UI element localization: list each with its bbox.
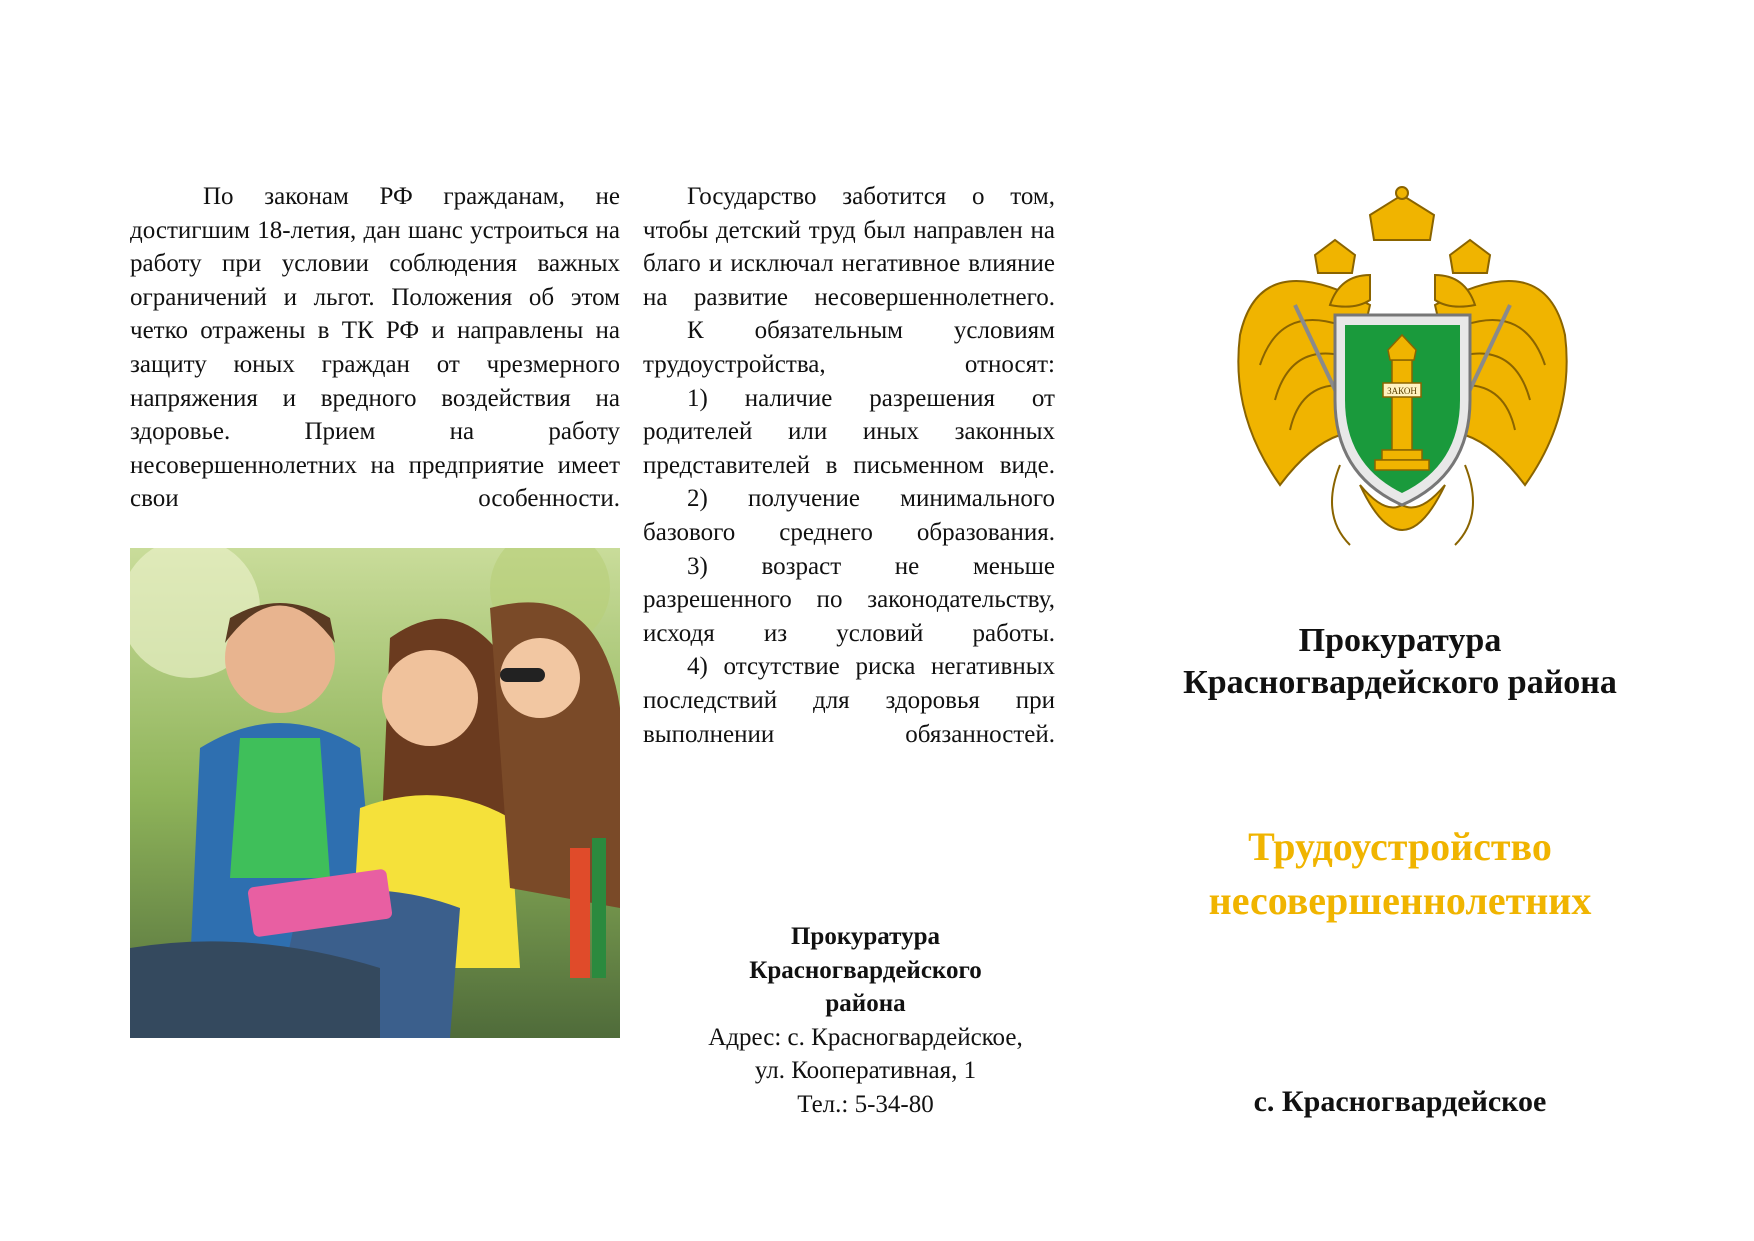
cover-org-title <box>1100 620 1700 704</box>
contact-phone: Тел.: 5-34-80 <box>797 1090 934 1118</box>
teenagers-photo <box>130 548 620 1038</box>
condition-item: 3) возраст не меньше разрешенного по законодательству, исходя из условий работы. <box>643 552 1055 647</box>
contact-address-line2: ул. Кооперативная, 1 <box>754 1057 977 1085</box>
conditions-intro-paragraph: К обязательным условиям трудоустройства, относят: <box>643 317 1055 378</box>
contact-block <box>643 920 1088 1122</box>
condition-item: 2) получение минимального базового среднего образования. <box>643 485 1055 546</box>
cover-title-line2: несовершеннолетних <box>1208 878 1592 923</box>
condition-item: 4) отсутствие риска негативных последствий для здоровья при выполнении обязанностей. <box>643 653 1055 748</box>
cover-org-line1: Прокуратура <box>1298 622 1502 659</box>
intro-column <box>130 180 620 516</box>
contact-org-line1: Прокуратура <box>790 923 940 950</box>
conditions-column <box>643 180 1055 751</box>
prosecutor-emblem-icon <box>1220 185 1585 575</box>
contact-org-line3: района <box>825 990 906 1018</box>
cover-title-line1: Трудоустройство <box>1248 824 1552 869</box>
contact-address-line1: Адрес: с. Красногвардейское, <box>708 1023 1023 1051</box>
emblem-plaque-text: ЗАКОН <box>1387 386 1417 396</box>
condition-item: 1) наличие разрешения от родителей или иных законных представителей в письменном виде. <box>643 384 1055 479</box>
intro-paragraph: По законам РФ гражданам, не достигшим 18-летия, дан шанс устроиться на работу при условии соблюдения важных ограничений и льгот. Положения об этом четко отражены в ТК РФ и направлены на защиту юных граждан от чрезмерного напряжения и вредного воздействия на здоровье. Прием на работу несовершеннолетних на предприятие имеет свои особенности. <box>130 183 620 513</box>
cover-place: с. Красногвардейское <box>1253 1085 1547 1118</box>
cover-org-line2: Красногвардейского района <box>1183 664 1617 701</box>
state-care-paragraph: Государство заботится о том, чтобы детский труд был направлен на благо и исключал негативное влияние на развитие несовершеннолетнего. <box>643 183 1055 311</box>
cover-document-title <box>1100 820 1700 928</box>
contact-org-line2: Красногвардейского <box>749 956 982 984</box>
